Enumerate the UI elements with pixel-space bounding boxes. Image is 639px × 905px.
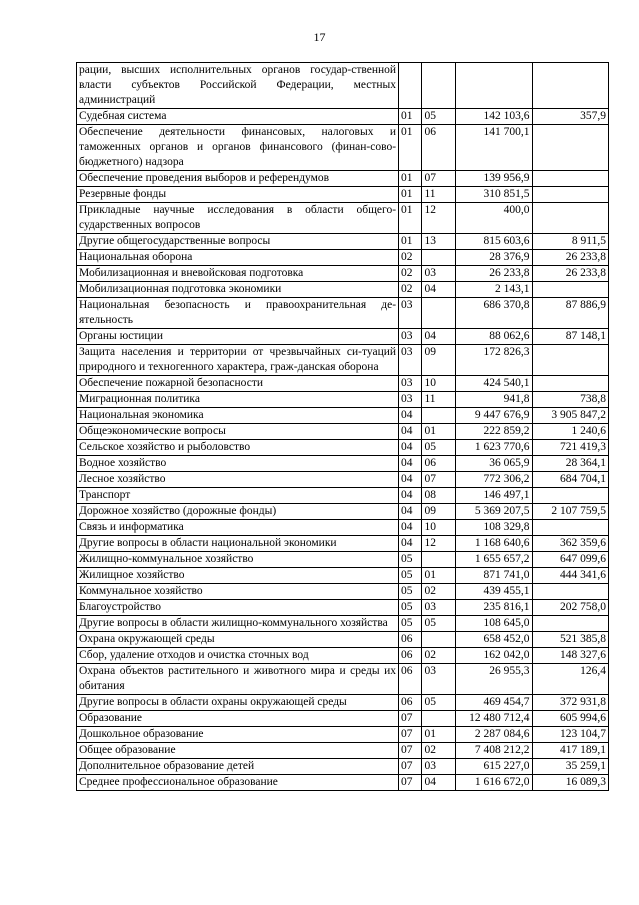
row-federal-amount-cell: 126,4 [532,664,608,695]
row-federal-amount-cell: 35 259,1 [532,759,608,775]
row-subsection-cell: 05 [422,440,456,456]
row-name-cell: Транспорт [77,488,399,504]
row-federal-amount-cell [532,488,608,504]
row-name-cell: Образование [77,711,399,727]
row-name-cell: Обеспечение проведения выборов и референдумов [77,171,399,187]
table-row [77,488,609,504]
row-subsection-cell: 12 [422,536,456,552]
row-federal-amount-cell [532,171,608,187]
table-row [77,759,609,775]
row-total-amount-cell: 172 826,3 [456,345,532,376]
table-row [77,171,609,187]
row-federal-amount-cell: 87 886,9 [532,298,608,329]
row-federal-amount-cell: 148 327,6 [532,648,608,664]
row-name-cell: Дошкольное образование [77,727,399,743]
row-total-amount-cell: 9 447 676,9 [456,408,532,424]
row-total-amount-cell: 615 227,0 [456,759,532,775]
row-total-amount-cell: 235 816,1 [456,600,532,616]
row-section-cell: 07 [399,727,422,743]
row-subsection-cell: 05 [422,616,456,632]
row-section-cell: 01 [399,171,422,187]
row-section-cell: 04 [399,440,422,456]
row-name-cell: Другие вопросы в области национальной экономики [77,536,399,552]
row-section-cell: 03 [399,329,422,345]
row-section-cell: 01 [399,234,422,250]
row-subsection-cell [422,552,456,568]
row-subsection-cell [422,298,456,329]
table-row [77,584,609,600]
row-subsection-cell [422,250,456,266]
row-subsection-cell: 09 [422,504,456,520]
row-federal-amount-cell [532,282,608,298]
row-federal-amount-cell: 16 089,3 [532,775,608,791]
row-subsection-cell: 03 [422,266,456,282]
row-section-cell: 04 [399,408,422,424]
row-federal-amount-cell: 444 341,6 [532,568,608,584]
row-federal-amount-cell [532,63,608,109]
row-name-cell: Дорожное хозяйство (дорожные фонды) [77,504,399,520]
table-row [77,664,609,695]
table-row [77,727,609,743]
row-subsection-cell: 05 [422,109,456,125]
row-section-cell: 03 [399,298,422,329]
row-federal-amount-cell: 1 240,6 [532,424,608,440]
row-name-cell: Благоустройство [77,600,399,616]
row-federal-amount-cell: 721 419,3 [532,440,608,456]
row-federal-amount-cell [532,203,608,234]
row-federal-amount-cell: 3 905 847,2 [532,408,608,424]
page-number: 17 [313,30,326,44]
row-total-amount-cell: 941,8 [456,392,532,408]
row-section-cell: 01 [399,203,422,234]
row-section-cell: 03 [399,345,422,376]
row-section-cell: 02 [399,266,422,282]
row-subsection-cell: 10 [422,376,456,392]
row-name-cell: Другие общегосударственные вопросы [77,234,399,250]
row-section-cell: 07 [399,743,422,759]
row-section-cell: 01 [399,125,422,171]
row-federal-amount-cell: 521 385,8 [532,632,608,648]
row-subsection-cell: 05 [422,695,456,711]
row-name-cell: Обеспечение пожарной безопасности [77,376,399,392]
row-section-cell: 05 [399,600,422,616]
row-total-amount-cell: 772 306,2 [456,472,532,488]
table-row [77,775,609,791]
table-row [77,568,609,584]
table-row [77,711,609,727]
row-federal-amount-cell: 417 189,1 [532,743,608,759]
table-row [77,743,609,759]
row-name-cell: Мобилизационная и вневойсковая подготовка [77,266,399,282]
row-section-cell: 07 [399,775,422,791]
row-section-cell: 06 [399,664,422,695]
row-section-cell: 05 [399,584,422,600]
row-total-amount-cell: 658 452,0 [456,632,532,648]
row-subsection-cell: 10 [422,520,456,536]
row-total-amount-cell: 686 370,8 [456,298,532,329]
row-total-amount-cell: 7 408 212,2 [456,743,532,759]
row-section-cell: 05 [399,552,422,568]
row-federal-amount-cell [532,345,608,376]
row-subsection-cell: 01 [422,424,456,440]
table-row [77,109,609,125]
table-row [77,695,609,711]
table-row [77,616,609,632]
row-total-amount-cell: 1 168 640,6 [456,536,532,552]
row-subsection-cell: 06 [422,125,456,171]
table-row [77,648,609,664]
row-federal-amount-cell [532,125,608,171]
row-name-cell: Национальная безопасность и правоохранительная де-ятельность [77,298,399,329]
row-federal-amount-cell: 605 994,6 [532,711,608,727]
row-subsection-cell: 04 [422,775,456,791]
row-federal-amount-cell: 87 148,1 [532,329,608,345]
table-row [77,392,609,408]
row-subsection-cell [422,632,456,648]
row-section-cell: 02 [399,282,422,298]
row-federal-amount-cell: 8 911,5 [532,234,608,250]
row-total-amount-cell: 1 616 672,0 [456,775,532,791]
row-name-cell: Мобилизационная подготовка экономики [77,282,399,298]
row-section-cell: 05 [399,616,422,632]
row-total-amount-cell: 871 741,0 [456,568,532,584]
table-row [77,456,609,472]
row-total-amount-cell: 108 329,8 [456,520,532,536]
row-section-cell: 04 [399,456,422,472]
row-total-amount-cell: 139 956,9 [456,171,532,187]
table-row [77,329,609,345]
row-subsection-cell [422,711,456,727]
row-federal-amount-cell: 647 099,6 [532,552,608,568]
row-name-cell: Охрана окружающей среды [77,632,399,648]
row-total-amount-cell: 142 103,6 [456,109,532,125]
row-total-amount-cell: 108 645,0 [456,616,532,632]
row-federal-amount-cell: 28 364,1 [532,456,608,472]
row-name-cell: Национальная экономика [77,408,399,424]
row-federal-amount-cell [532,376,608,392]
table-row [77,63,609,109]
row-subsection-cell [422,408,456,424]
table-row [77,472,609,488]
table-row [77,250,609,266]
row-name-cell: Связь и информатика [77,520,399,536]
row-section-cell: 05 [399,568,422,584]
row-federal-amount-cell [532,520,608,536]
row-name-cell: Национальная оборона [77,250,399,266]
row-name-cell: Другие вопросы в области жилищно-коммунального хозяйства [77,616,399,632]
row-federal-amount-cell: 202 758,0 [532,600,608,616]
row-section-cell: 01 [399,187,422,203]
row-federal-amount-cell: 2 107 759,5 [532,504,608,520]
row-subsection-cell: 02 [422,648,456,664]
row-section-cell: 01 [399,109,422,125]
row-section-cell: 04 [399,504,422,520]
row-section-cell: 04 [399,520,422,536]
row-federal-amount-cell: 26 233,8 [532,266,608,282]
row-total-amount-cell: 439 455,1 [456,584,532,600]
row-name-cell: Судебная система [77,109,399,125]
row-subsection-cell: 01 [422,568,456,584]
row-section-cell: 04 [399,536,422,552]
row-federal-amount-cell: 123 104,7 [532,727,608,743]
table-row [77,632,609,648]
table-row [77,203,609,234]
row-section-cell: 04 [399,472,422,488]
row-name-cell: Сельское хозяйство и рыболовство [77,440,399,456]
table-row [77,424,609,440]
row-subsection-cell: 12 [422,203,456,234]
row-section-cell: 07 [399,711,422,727]
row-total-amount-cell: 28 376,9 [456,250,532,266]
row-total-amount-cell: 424 540,1 [456,376,532,392]
row-subsection-cell: 06 [422,456,456,472]
row-section-cell: 06 [399,648,422,664]
row-name-cell: Резервные фонды [77,187,399,203]
row-section-cell: 03 [399,392,422,408]
row-name-cell: Обеспечение деятельности финансовых, налоговых и таможенных органов и органов финансового (финан-сово-бюджетного) надзора [77,125,399,171]
row-total-amount-cell: 88 062,6 [456,329,532,345]
row-name-cell: Общеэкономические вопросы [77,424,399,440]
budget-table [76,62,609,791]
row-subsection-cell: 07 [422,472,456,488]
row-federal-amount-cell: 26 233,8 [532,250,608,266]
row-total-amount-cell: 400,0 [456,203,532,234]
row-name-cell: Коммунальное хозяйство [77,584,399,600]
table-row [77,345,609,376]
row-total-amount-cell: 815 603,6 [456,234,532,250]
table-row [77,552,609,568]
row-total-amount-cell: 1 655 657,2 [456,552,532,568]
table-row [77,125,609,171]
row-name-cell: Водное хозяйство [77,456,399,472]
row-name-cell: Лесное хозяйство [77,472,399,488]
row-section-cell: 07 [399,759,422,775]
row-total-amount-cell [456,63,532,109]
table-row [77,440,609,456]
row-subsection-cell: 02 [422,584,456,600]
table-row [77,376,609,392]
row-subsection-cell: 02 [422,743,456,759]
row-section-cell: 06 [399,632,422,648]
row-total-amount-cell: 222 859,2 [456,424,532,440]
row-section-cell: 03 [399,376,422,392]
table-row [77,298,609,329]
row-name-cell: Жилищно-коммунальное хозяйство [77,552,399,568]
row-total-amount-cell: 141 700,1 [456,125,532,171]
row-total-amount-cell: 2 287 084,6 [456,727,532,743]
row-total-amount-cell: 1 623 770,6 [456,440,532,456]
row-section-cell: 04 [399,488,422,504]
table-row [77,408,609,424]
row-name-cell: Охрана объектов растительного и животного мира и среды их обитания [77,664,399,695]
table-row [77,504,609,520]
row-federal-amount-cell [532,187,608,203]
row-total-amount-cell: 162 042,0 [456,648,532,664]
row-name-cell: Прикладные научные исследования в области общего-сударственных вопросов [77,203,399,234]
row-subsection-cell: 04 [422,329,456,345]
row-section-cell: 06 [399,695,422,711]
row-federal-amount-cell [532,584,608,600]
budget-table-body [77,63,609,791]
row-subsection-cell: 03 [422,664,456,695]
row-name-cell: Дополнительное образование детей [77,759,399,775]
row-subsection-cell: 04 [422,282,456,298]
row-subsection-cell [422,63,456,109]
row-total-amount-cell: 146 497,1 [456,488,532,504]
row-total-amount-cell: 5 369 207,5 [456,504,532,520]
row-subsection-cell: 08 [422,488,456,504]
table-row [77,600,609,616]
row-name-cell: Жилищное хозяйство [77,568,399,584]
row-federal-amount-cell: 362 359,6 [532,536,608,552]
row-total-amount-cell: 26 233,8 [456,266,532,282]
row-federal-amount-cell: 684 704,1 [532,472,608,488]
row-total-amount-cell: 12 480 712,4 [456,711,532,727]
row-section-cell: 02 [399,250,422,266]
row-subsection-cell: 13 [422,234,456,250]
row-federal-amount-cell [532,616,608,632]
row-federal-amount-cell: 372 931,8 [532,695,608,711]
row-name-cell: Общее образование [77,743,399,759]
row-name-cell: Миграционная политика [77,392,399,408]
row-subsection-cell: 03 [422,759,456,775]
row-subsection-cell: 11 [422,392,456,408]
table-row [77,282,609,298]
table-row [77,187,609,203]
row-name-cell: рации, высших исполнительных органов государ-ственной власти субъектов Российской Федерации, местных администраций [77,63,399,109]
row-name-cell: Среднее профессиональное образование [77,775,399,791]
row-section-cell [399,63,422,109]
row-subsection-cell: 09 [422,345,456,376]
table-row [77,536,609,552]
row-federal-amount-cell: 738,8 [532,392,608,408]
row-subsection-cell: 07 [422,171,456,187]
row-subsection-cell: 03 [422,600,456,616]
row-name-cell: Органы юстиции [77,329,399,345]
table-row [77,520,609,536]
row-name-cell: Другие вопросы в области охраны окружающей среды [77,695,399,711]
row-total-amount-cell: 310 851,5 [456,187,532,203]
row-total-amount-cell: 2 143,1 [456,282,532,298]
row-federal-amount-cell: 357,9 [532,109,608,125]
row-name-cell: Сбор, удаление отходов и очистка сточных вод [77,648,399,664]
row-section-cell: 04 [399,424,422,440]
table-row [77,266,609,282]
table-row [77,234,609,250]
row-subsection-cell: 01 [422,727,456,743]
row-total-amount-cell: 36 065,9 [456,456,532,472]
row-subsection-cell: 11 [422,187,456,203]
row-total-amount-cell: 26 955,3 [456,664,532,695]
row-name-cell: Защита населения и территории от чрезвычайных си-туаций природного и техногенного характера, граж-данская оборона [77,345,399,376]
row-total-amount-cell: 469 454,7 [456,695,532,711]
